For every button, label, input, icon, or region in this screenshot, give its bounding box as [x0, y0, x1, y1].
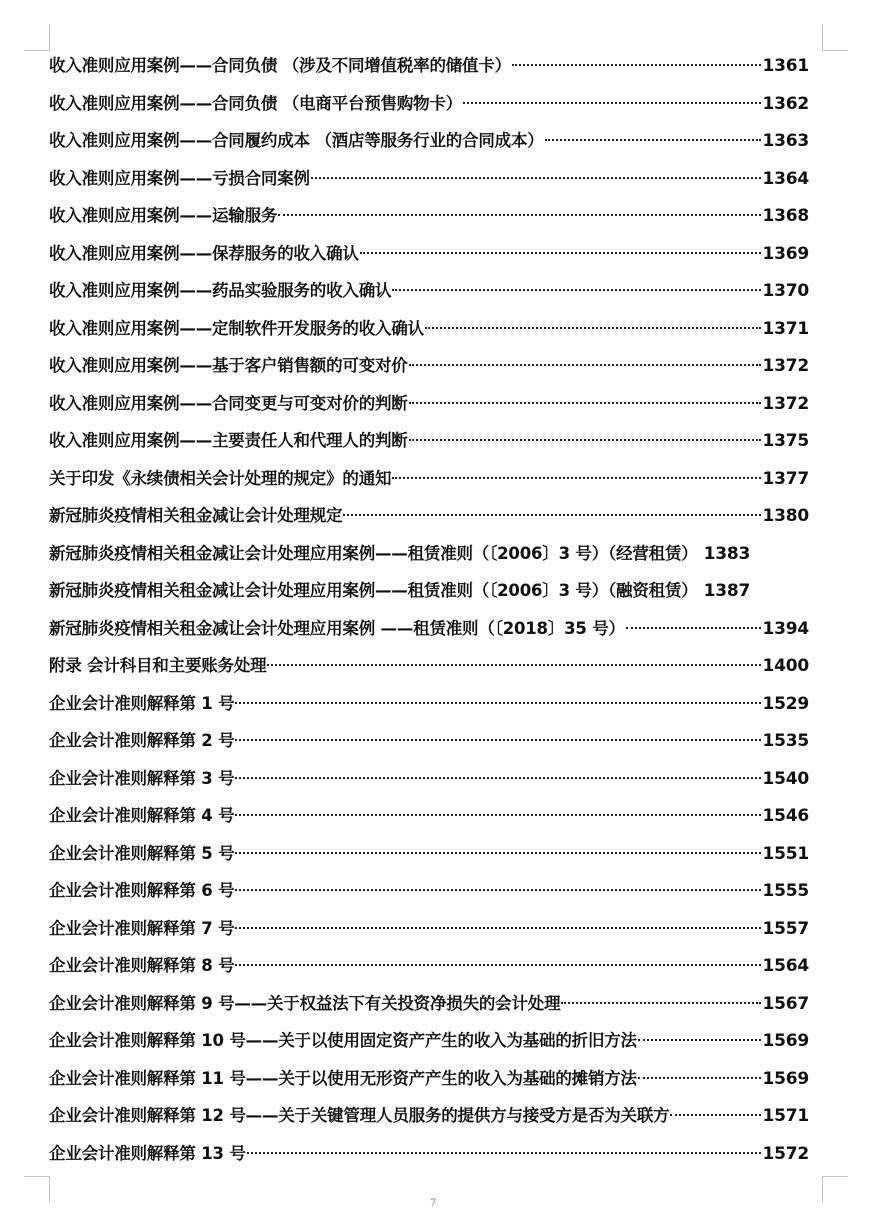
- toc-entry-page-number: 1551: [762, 843, 809, 864]
- toc-dot-leader: [360, 250, 762, 254]
- toc-entry-page-number: 1369: [762, 243, 809, 264]
- toc-entry-page-number: 1377: [762, 468, 809, 489]
- toc-entry-page-number: 1372: [762, 393, 809, 414]
- toc-dot-leader: [247, 1150, 762, 1154]
- toc-entry-page-number: 1555: [762, 881, 809, 901]
- toc-entry[interactable]: [49, 465, 809, 503]
- toc-dot-leader: [235, 962, 761, 966]
- toc-entry[interactable]: [49, 1027, 809, 1065]
- toc-entry-page-number: 1375: [762, 431, 809, 451]
- toc-entry[interactable]: [49, 277, 809, 315]
- toc-dot-leader: [235, 700, 761, 704]
- toc-entry-title: 企业会计准则解释第 9 号——关于权益法下有关投资净损失的会计处理: [49, 993, 561, 1013]
- toc-entry[interactable]: [49, 652, 809, 690]
- toc-entry-title: 新冠肺炎疫情相关租金减让会计处理应用案例——租赁准则（〔2006〕3 号）（融资租赁）: [49, 581, 698, 600]
- toc-entry-title: 收入准则应用案例——保荐服务的收入确认: [49, 243, 359, 263]
- toc-entry[interactable]: [49, 390, 809, 428]
- toc-entry-page-number: 1546: [762, 806, 809, 826]
- toc-entry[interactable]: [49, 765, 809, 803]
- toc-entry-page-number: 1572: [762, 1143, 809, 1164]
- toc-entry-title: 新冠肺炎疫情相关租金减让会计处理应用案例 ——租赁准则（〔2018〕35 号）: [49, 618, 625, 638]
- toc-dot-leader: [425, 325, 762, 329]
- toc-entry-page-number: 1535: [762, 731, 809, 751]
- toc-entry-title: 企业会计准则解释第 4 号: [49, 806, 235, 825]
- toc-dot-leader: [392, 287, 761, 291]
- toc-entry[interactable]: [49, 952, 809, 990]
- crop-mark-bottom-left: [24, 1176, 50, 1202]
- toc-dot-leader: [512, 62, 762, 66]
- page-number: 7: [430, 1198, 437, 1209]
- toc-entry-title: 企业会计准则解释第 5 号: [49, 843, 235, 863]
- toc-entry[interactable]: [49, 240, 809, 278]
- toc-dot-leader: [235, 925, 761, 929]
- toc-dot-leader: [699, 552, 703, 554]
- toc-entry-title: 关于印发《永续债相关会计处理的规定》的通知: [49, 468, 392, 488]
- toc-entry[interactable]: [49, 877, 809, 915]
- toc-entry[interactable]: [49, 1140, 809, 1178]
- toc-entry-title: 收入准则应用案例——合同负债 （电商平台预售购物卡）: [49, 93, 463, 113]
- toc-entry[interactable]: [49, 802, 809, 840]
- toc-entry-title: 收入准则应用案例——合同负债 （涉及不同增值税率的储值卡）: [49, 56, 511, 75]
- toc-entry-page-number: 1368: [762, 206, 809, 226]
- toc-entry-page-number: 1569: [762, 1068, 809, 1089]
- toc-entry[interactable]: [49, 352, 809, 390]
- toc-entry-title: 新冠肺炎疫情相关租金减让会计处理规定: [49, 506, 343, 525]
- toc-entry-page-number: 1567: [762, 993, 809, 1014]
- toc-entry-page-number: 1362: [762, 93, 809, 114]
- toc-dot-leader: [561, 1000, 761, 1004]
- toc-entry[interactable]: [49, 315, 809, 353]
- toc-entry[interactable]: [49, 1065, 809, 1103]
- toc-entry-title: 收入准则应用案例——亏损合同案例: [49, 168, 310, 188]
- toc-dot-leader: [670, 1112, 761, 1116]
- crop-mark-bottom-right: [822, 1176, 848, 1202]
- toc-entry-page-number: 1383: [703, 543, 751, 564]
- toc-entry-title: 企业会计准则解释第 10 号——关于以使用固定资产产生的收入为基础的折旧方法: [49, 1031, 637, 1050]
- toc-dot-leader: [343, 512, 761, 516]
- toc-entry-page-number: 1529: [762, 693, 809, 714]
- toc-entry[interactable]: [49, 840, 809, 878]
- toc-entry-title: 企业会计准则解释第 6 号: [49, 881, 235, 900]
- toc-dot-leader: [235, 775, 761, 779]
- toc-dot-leader: [638, 1037, 762, 1041]
- toc-entry[interactable]: [49, 727, 809, 765]
- toc-entry-page-number: 1540: [762, 768, 809, 789]
- toc-entry-title: 附录 会计科目和主要账务处理: [49, 656, 267, 675]
- toc-dot-leader: [409, 400, 762, 404]
- toc-dot-leader: [626, 625, 762, 629]
- toc-dot-leader: [235, 887, 761, 891]
- toc-entry[interactable]: [49, 990, 809, 1028]
- toc-dot-leader: [699, 589, 703, 591]
- toc-entry-title: 收入准则应用案例——主要责任人和代理人的判断: [49, 431, 408, 450]
- toc-dot-leader: [278, 212, 761, 216]
- toc-entry-page-number: 1371: [762, 318, 809, 339]
- toc-dot-leader: [235, 850, 761, 854]
- toc-entry[interactable]: [49, 615, 809, 653]
- toc-entry-page-number: 1372: [762, 356, 809, 376]
- toc-entry-title: 企业会计准则解释第 11 号——关于以使用无形资产产生的收入为基础的摊销方法: [49, 1068, 637, 1088]
- toc-entry[interactable]: [49, 690, 809, 728]
- table-of-contents: [49, 52, 809, 1177]
- crop-mark-top-right: [822, 25, 848, 51]
- toc-dot-leader: [409, 362, 762, 366]
- toc-entry[interactable]: [49, 90, 809, 128]
- toc-entry-page-number: 1364: [762, 168, 809, 189]
- toc-dot-leader: [638, 1075, 762, 1079]
- toc-entry[interactable]: [49, 915, 809, 953]
- toc-entry-page-number: 1363: [762, 131, 809, 151]
- toc-entry-title: 收入准则应用案例——药品实验服务的收入确认: [49, 281, 392, 300]
- toc-entry-page-number: 1400: [762, 656, 809, 676]
- toc-dot-leader: [409, 437, 762, 441]
- toc-entry[interactable]: [49, 427, 809, 465]
- toc-entry-title: 企业会计准则解释第 7 号: [49, 918, 235, 938]
- toc-entry-title: 收入准则应用案例——合同履约成本 （酒店等服务行业的合同成本）: [49, 131, 544, 150]
- toc-entry-page-number: 1370: [762, 281, 809, 301]
- toc-entry-title: 企业会计准则解释第 1 号: [49, 693, 235, 713]
- toc-dot-leader: [235, 812, 761, 816]
- toc-entry[interactable]: [49, 202, 809, 240]
- toc-entry-title: 收入准则应用案例——运输服务: [49, 206, 278, 225]
- crop-mark-top-left: [24, 25, 50, 51]
- toc-entry-page-number: 1569: [762, 1031, 809, 1051]
- toc-dot-leader: [392, 475, 761, 479]
- toc-entry[interactable]: [49, 540, 809, 578]
- toc-entry-page-number: 1564: [762, 956, 809, 976]
- toc-entry-title: 收入准则应用案例——定制软件开发服务的收入确认: [49, 318, 424, 338]
- toc-entry-title: 企业会计准则解释第 3 号: [49, 768, 235, 788]
- toc-entry-page-number: 1387: [703, 581, 751, 601]
- toc-entry-page-number: 1380: [762, 506, 809, 526]
- toc-entry-page-number: 1557: [762, 918, 809, 939]
- toc-entry[interactable]: [49, 52, 809, 90]
- toc-entry[interactable]: [49, 502, 809, 540]
- toc-entry-title: 企业会计准则解释第 8 号: [49, 956, 235, 975]
- toc-entry-title: 新冠肺炎疫情相关租金减让会计处理应用案例——租赁准则（〔2006〕3 号）（经营租赁）: [49, 543, 698, 563]
- toc-entry[interactable]: [49, 577, 809, 615]
- toc-entry-title: 企业会计准则解释第 2 号: [49, 731, 235, 750]
- toc-entry-title: 企业会计准则解释第 12 号——关于关键管理人员服务的提供方与接受方是否为关联方: [49, 1106, 670, 1125]
- toc-entry[interactable]: [49, 1102, 809, 1140]
- toc-entry-title: 企业会计准则解释第 13 号: [49, 1143, 246, 1163]
- toc-entry-page-number: 1394: [762, 618, 809, 639]
- toc-entry-page-number: 1571: [762, 1106, 809, 1126]
- toc-entry-title: 收入准则应用案例——合同变更与可变对价的判断: [49, 393, 408, 413]
- toc-dot-leader: [463, 100, 761, 104]
- toc-entry[interactable]: [49, 127, 809, 165]
- toc-dot-leader: [311, 175, 762, 179]
- toc-entry-page-number: 1361: [762, 56, 809, 76]
- toc-dot-leader: [267, 662, 761, 666]
- toc-dot-leader: [545, 137, 762, 141]
- toc-entry[interactable]: [49, 165, 809, 203]
- toc-entry-title: 收入准则应用案例——基于客户销售额的可变对价: [49, 356, 408, 375]
- toc-dot-leader: [235, 737, 761, 741]
